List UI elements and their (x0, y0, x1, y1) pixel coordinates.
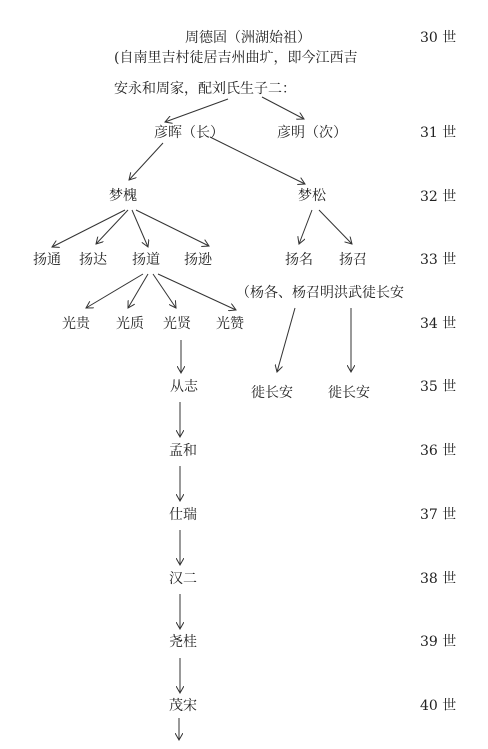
node-haner: 汉二 (169, 571, 197, 587)
ancestor-note-line2: 安永和周家，配刘氏生子二： (114, 81, 296, 97)
edge-yanhui-menghuai (129, 143, 163, 180)
node-yanhui: 彦晖（长） (154, 125, 224, 141)
node-mengsong: 梦松 (298, 188, 326, 204)
edge-menghuai-yangtong (52, 210, 125, 247)
ancestor-name: 周德固（洲湖始祖） (185, 30, 311, 46)
node-yangtong: 扬通 (33, 252, 61, 268)
edge-menghuai-yangda (96, 210, 128, 244)
generation-label-38: 38 世 (420, 571, 457, 587)
node-maosong: 茂宋 (169, 698, 197, 714)
node-guangxian: 光贤 (163, 316, 191, 332)
edge-ancestor-yanming (262, 97, 304, 119)
generation-label-33: 33 世 (420, 252, 457, 268)
generation-label-35: 35 世 (420, 379, 457, 395)
node-shirui: 仕瑞 (169, 507, 197, 523)
generation-label-37: 37 世 (420, 507, 457, 523)
edge-yangdao-guangzhi (128, 274, 148, 308)
node-congzhi: 从志 (170, 379, 198, 395)
node-moved-right: 徙长安 (328, 385, 370, 401)
generation-label-34: 34 世 (420, 316, 457, 332)
node-yanming: 彦明（次） (277, 125, 347, 141)
generation-label-36: 36 世 (420, 443, 457, 459)
node-yaogui: 尧桂 (169, 634, 197, 650)
ancestor-note-line1: (自南里吉村徒居吉州曲圹，即今江西吉 (114, 50, 358, 66)
node-guangzan: 光赞 (216, 316, 244, 332)
edge-mengsong-yangming (299, 210, 312, 244)
node-guangzhi: 光质 (116, 316, 144, 332)
generation-label-40: 40 世 (420, 698, 457, 714)
generation-label-31: 31 世 (420, 125, 457, 141)
node-yangzhao: 扬召 (339, 252, 367, 268)
edge-yangming-moved (277, 308, 295, 372)
node-yangming: 扬名 (285, 252, 313, 268)
node-yangda: 扬达 (79, 252, 107, 268)
edge-ancestor-yanhui (165, 99, 228, 122)
edge-yangdao-guangzan (158, 274, 236, 310)
edge-yanhui-mengsong (210, 137, 305, 184)
node-menghuai: 梦槐 (109, 188, 137, 204)
node-yangxun: 扬逊 (184, 252, 212, 268)
generation-label-39: 39 世 (420, 634, 457, 650)
generation-label-30: 30 世 (420, 30, 457, 46)
node-yangdao: 扬道 (132, 252, 160, 268)
node-guanggui: 光贵 (62, 316, 90, 332)
edge-menghuai-yangxun (136, 210, 209, 246)
edge-mengsong-yangzhao (319, 210, 352, 244)
migration-note: （杨各、杨召明洪武徒长安 (236, 285, 404, 301)
node-moved-left: 徙长安 (251, 385, 293, 401)
edge-yangdao-guangxian (153, 274, 176, 308)
generation-label-32: 32 世 (420, 189, 457, 205)
node-menghe: 孟和 (169, 443, 197, 459)
edge-menghuai-yangdao (132, 210, 148, 247)
edge-yangdao-guanggui (86, 274, 143, 308)
